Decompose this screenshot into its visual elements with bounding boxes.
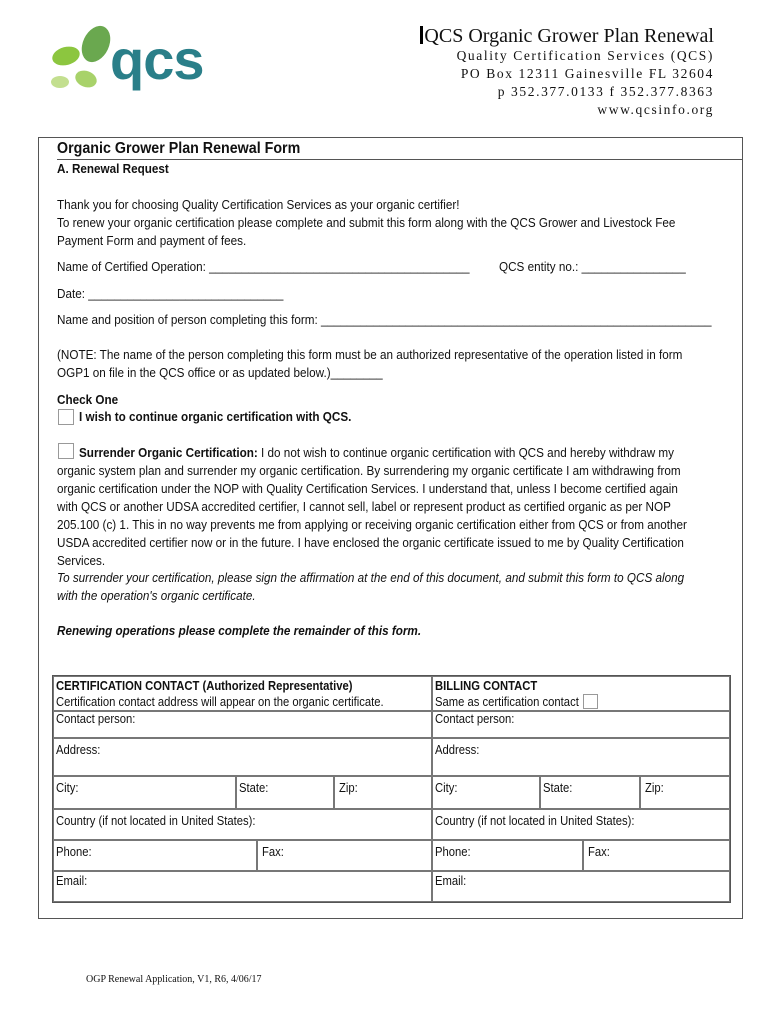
billing-same-checkbox[interactable] [583, 694, 598, 709]
cert-contact-header-cell [53, 676, 432, 711]
section-a-heading: A. Renewal Request [57, 161, 169, 176]
leaf-small-icon [73, 68, 99, 91]
check-one-label: Check One [57, 392, 119, 407]
cert-state-label: State: [239, 781, 269, 795]
cert-phone-label: Phone: [56, 845, 92, 859]
billing-same-label: Same as certification contact [435, 695, 579, 709]
org-name: Quality Certification Services (QCS) [456, 48, 714, 63]
surrender-text: Services. [57, 553, 106, 568]
billing-phone-cell[interactable] [432, 840, 583, 871]
surrender-text: USDA accredited certifier now or in the future. I have enclosed the organic certificate issued to me by Quality Certification [57, 535, 684, 550]
cert-country-cell[interactable] [53, 809, 432, 840]
billing-zip-label: Zip: [645, 781, 664, 795]
cert-state-cell[interactable] [236, 776, 334, 809]
billing-email-cell[interactable] [432, 871, 730, 902]
billing-fax-cell[interactable] [583, 840, 730, 871]
billing-state-label: State: [543, 781, 573, 795]
cert-city-label: City: [56, 781, 79, 795]
cert-phone-cell[interactable] [53, 840, 257, 871]
cert-email-cell[interactable] [53, 871, 432, 902]
cert-fax-cell[interactable] [257, 840, 432, 871]
intro-text: Thank you for choosing Quality Certification Services as your organic certifier! [57, 197, 460, 212]
cert-address-label: Address: [56, 743, 101, 757]
surrender-text: organic system plan and surrender my organic certification. By surrendering my organic certificate I am withdrawing from [57, 463, 681, 478]
billing-contact-person-label: Contact person: [435, 712, 515, 726]
surrender-text: Surrender Organic Certification: I do not wish to continue organic certification with QCS and hereby withdraw my [79, 445, 674, 460]
cert-email-label: Email: [56, 874, 88, 888]
billing-fax-label: Fax: [588, 845, 610, 859]
cert-zip-label: Zip: [339, 781, 358, 795]
contact-table [52, 675, 731, 903]
billing-city-label: City: [435, 781, 458, 795]
cert-city-cell[interactable] [53, 776, 236, 809]
billing-contact-heading: BILLING CONTACT [435, 679, 538, 693]
cert-contact-person-cell[interactable] [53, 711, 432, 738]
date-field[interactable]: Date: ______________________________ [57, 286, 284, 301]
document-title: QCS Organic Grower Plan Renewal [420, 25, 714, 48]
surrender-text: 205.100 (c) 1. This in no way prevents me from applying or receiving organic certification either from QCS or from another [57, 517, 687, 532]
cert-zip-cell[interactable] [334, 776, 432, 809]
form-title: Organic Grower Plan Renewal Form [57, 140, 301, 157]
billing-country-label: Country (if not located in United States): [435, 814, 635, 828]
logo-wordmark: qcs [110, 28, 204, 91]
renewing-note: Renewing operations please complete the remainder of this form. [57, 623, 422, 638]
surrender-text: with QCS or another UDSA accredited certifier, I cannot sell, label or represent product as certified organic as per NOP [57, 499, 671, 514]
footer-version: OGP Renewal Application, V1, R6, 4/06/17 [86, 974, 262, 985]
billing-phone-label: Phone: [435, 845, 471, 859]
cert-contact-heading: CERTIFICATION CONTACT (Authorized Representative) [56, 679, 353, 693]
intro-text: To renew your organic certification please complete and submit this form along with the QCS Grower and Livestock Fee [57, 215, 676, 230]
billing-contact-person-cell[interactable] [432, 711, 730, 738]
person-name-field[interactable]: Name and position of person completing this form: ____________________________________________________________ [57, 312, 712, 327]
cert-address-cell[interactable] [53, 738, 432, 776]
surrender-instructions: with the operation's organic certificate. [57, 588, 256, 603]
operation-name-field[interactable]: Name of Certified Operation: ________________________________________ [57, 259, 470, 274]
billing-address-cell[interactable] [432, 738, 730, 776]
entity-no-field[interactable]: QCS entity no.: ________________ [499, 259, 686, 274]
continue-checkbox[interactable] [58, 409, 74, 425]
leaf-light-icon [50, 44, 82, 69]
surrender-text: organic certification under the NOP with Quality Certification Services. I understand that, unless I become certified again [57, 481, 678, 496]
leaf-bottom-icon [51, 76, 69, 88]
org-address: PO Box 12311 Gainesville FL 32604 [460, 66, 714, 81]
intro-text: Payment Form and payment of fees. [57, 233, 247, 248]
billing-address-label: Address: [435, 743, 480, 757]
continue-option-label: I wish to continue organic certification with QCS. [79, 409, 352, 424]
billing-state-cell[interactable] [540, 776, 640, 809]
org-website[interactable]: www.qcsinfo.org [597, 102, 714, 117]
renewal-form [38, 137, 743, 919]
note-text: (NOTE: The name of the person completing this form must be an authorized representative of the operation listed in form [57, 347, 683, 362]
billing-country-cell[interactable] [432, 809, 730, 840]
billing-city-cell[interactable] [432, 776, 540, 809]
note-text[interactable]: OGP1 on file in the QCS office or as updated below.)________ [57, 365, 383, 380]
billing-email-label: Email: [435, 874, 467, 888]
cert-contact-note: Certification contact address will appear on the organic certificate. [56, 695, 384, 709]
cert-contact-person-label: Contact person: [56, 712, 136, 726]
surrender-checkbox[interactable] [58, 443, 74, 459]
cert-fax-label: Fax: [262, 845, 284, 859]
org-phone-fax: p 352.377.0133 f 352.377.8363 [497, 84, 714, 99]
cert-country-label: Country (if not located in United States): [56, 814, 256, 828]
billing-zip-cell[interactable] [640, 776, 730, 809]
billing-contact-header-cell [432, 676, 730, 711]
surrender-instructions: To surrender your certification, please sign the affirmation at the end of this document, and submit this form to QCS along [57, 570, 685, 585]
